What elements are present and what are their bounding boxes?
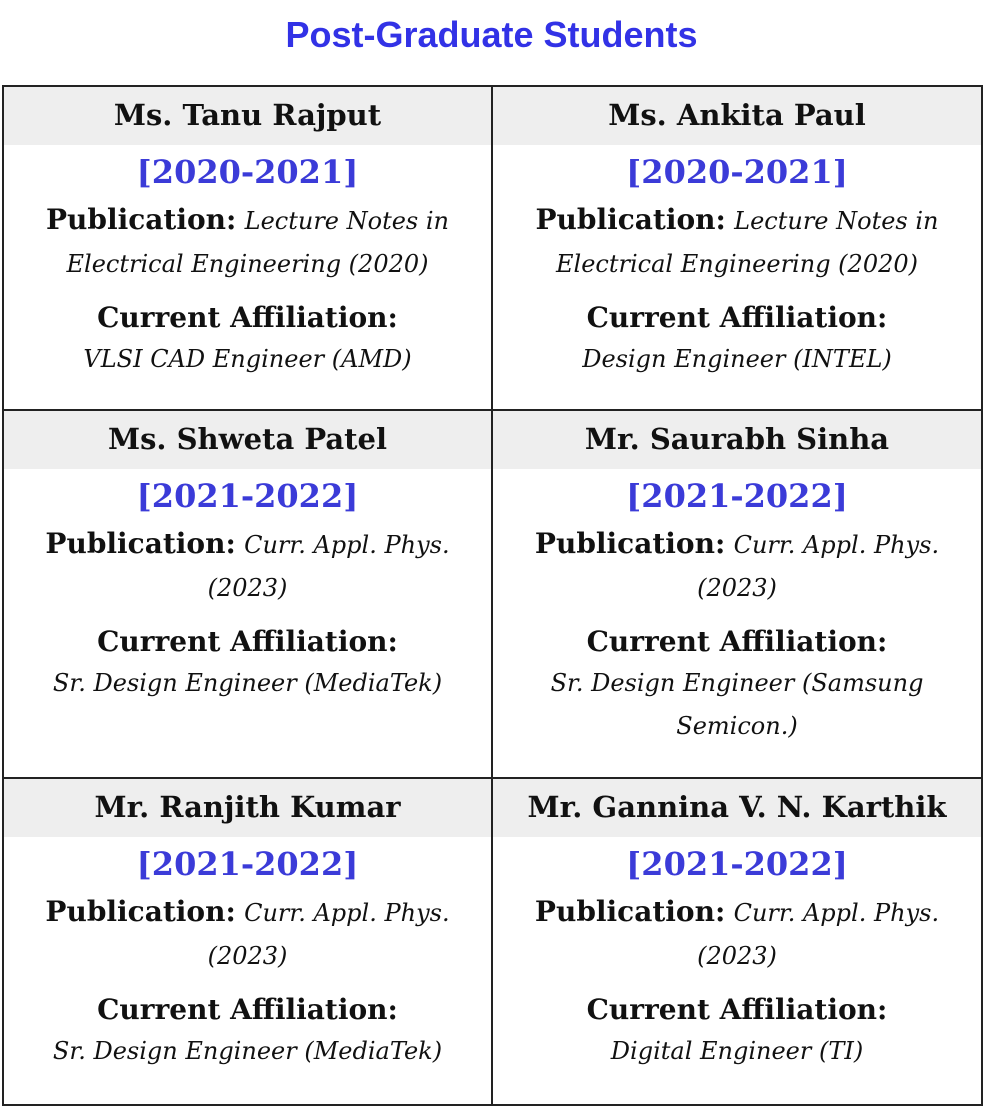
student-name: Ms. Tanu Rajput	[4, 87, 491, 145]
publication-entry	[4, 522, 491, 610]
affiliation-label: Current Affiliation:	[97, 993, 398, 1026]
publication-entry	[493, 522, 981, 610]
affiliation-label: Current Affiliation:	[586, 625, 888, 658]
publication-value: Lecture Notes in Electrical Engineering (2020)	[66, 207, 450, 278]
publication-label: Publication:	[45, 527, 236, 560]
student-card	[493, 411, 981, 779]
publication-value: Curr. Appl. Phys. (2023)	[697, 531, 940, 602]
affiliation-value: Sr. Design Engineer (MediaTek)	[52, 1037, 443, 1065]
student-name: Ms. Shweta Patel	[4, 411, 491, 469]
affiliation-label: Current Affiliation:	[586, 301, 888, 334]
affiliation-value: VLSI CAD Engineer (AMD)	[83, 345, 412, 373]
student-years: [2021-2022]	[626, 845, 848, 883]
publication-value: Curr. Appl. Phys. (2023)	[697, 899, 940, 970]
affiliation-label: Current Affiliation:	[586, 993, 888, 1026]
affiliation-label: Current Affiliation:	[97, 625, 398, 658]
publication-value: Curr. Appl. Phys. (2023)	[207, 531, 450, 602]
student-card	[4, 87, 493, 411]
students-table	[2, 85, 983, 1106]
student-name: Mr. Saurabh Sinha	[493, 411, 981, 469]
publication-entry	[493, 198, 981, 286]
student-years: [2021-2022]	[136, 845, 359, 883]
publication-entry	[4, 890, 491, 978]
student-card	[4, 411, 493, 779]
publication-entry	[4, 198, 491, 286]
student-name: Mr. Gannina V. N. Karthik	[493, 779, 981, 837]
student-years: [2021-2022]	[136, 477, 359, 515]
publication-entry	[493, 890, 981, 978]
page-title: Post-Graduate Students	[285, 14, 698, 55]
affiliation-value: Digital Engineer (TI)	[610, 1037, 864, 1065]
student-years: [2021-2022]	[626, 477, 848, 515]
publication-value: Lecture Notes in Electrical Engineering (2020)	[556, 207, 939, 278]
student-years: [2020-2021]	[136, 153, 359, 191]
student-years: [2020-2021]	[626, 153, 848, 191]
publication-value: Curr. Appl. Phys. (2023)	[207, 899, 450, 970]
student-card	[493, 87, 981, 411]
student-card	[4, 779, 493, 1104]
affiliation-value: Sr. Design Engineer (MediaTek)	[52, 669, 443, 697]
publication-label: Publication:	[535, 203, 726, 236]
affiliation-value: Design Engineer (INTEL)	[582, 345, 892, 373]
student-name: Ms. Ankita Paul	[493, 87, 981, 145]
publication-label: Publication:	[534, 895, 726, 928]
publication-label: Publication:	[45, 203, 237, 236]
publication-label: Publication:	[45, 895, 236, 928]
student-name: Mr. Ranjith Kumar	[4, 779, 491, 837]
affiliation-label: Current Affiliation:	[97, 301, 398, 334]
student-card	[493, 779, 981, 1104]
publication-label: Publication:	[534, 527, 726, 560]
affiliation-value: Sr. Design Engineer (Samsung Semicon.)	[550, 669, 924, 740]
